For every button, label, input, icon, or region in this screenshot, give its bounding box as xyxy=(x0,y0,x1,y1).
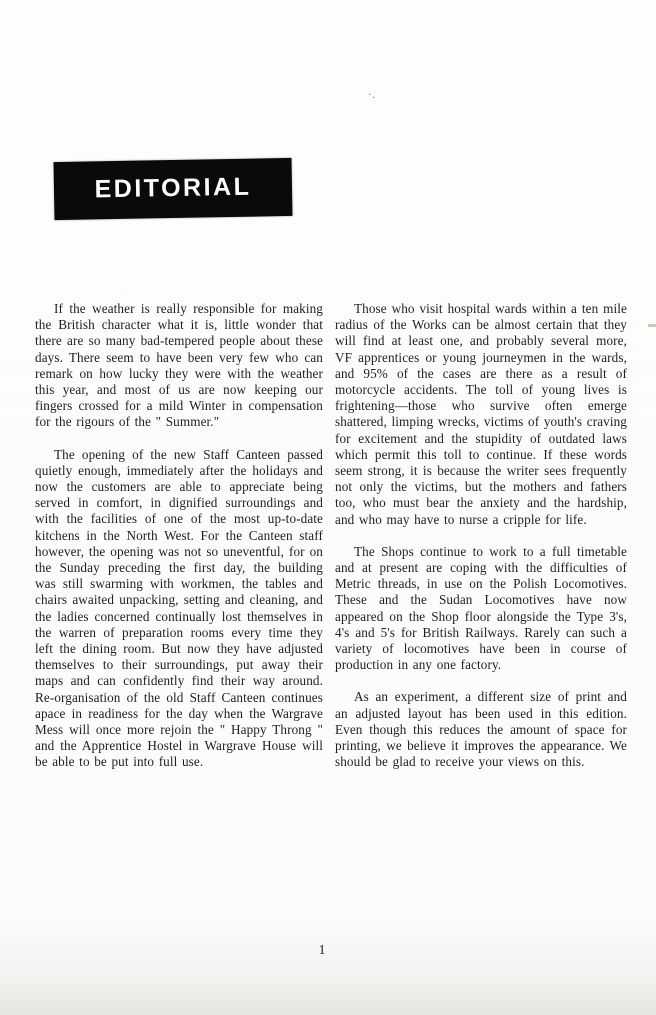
paragraph: As an experiment, a different size of print and an adjusted layout has been used in this edition. Even though this reduces the amount of space for printing, we believe it improves the appearance. We should be glad to receive your views on this. xyxy=(335,689,627,770)
paragraph: The opening of the new Staff Canteen passed quietly enough, immediately after the holidays and now the customers are able to appreciate being served in comfort, in dignified surroundings and with the facilities of one of the most up-to-date kitchens in the North West. For the Canteen staff however, the opening was not so uneventful, for on the Sunday preceding the first day, the building was still swarming with workmen, the tables and chairs awaited unpacking, setting and cleaning, and the ladies concerned continually lost themselves in the warren of preparation rooms every time they left the dining room. But now they have adjusted themselves to their surroundings, put away their maps and can confidently find their way around. Re-organisation of the old Staff Canteen continues apace in readiness for the day when the Wargrave Mess will once more rejoin the " Happy Throng " and the Apprentice Hostel in Wargrave House will be able to be put into full use. xyxy=(35,446,323,770)
page-number: 1 xyxy=(318,942,326,957)
scan-artifact-dash xyxy=(648,324,656,327)
paragraph: Those who visit hospital wards within a ten mile radius of the Works can be almost certain that they will find at least one, and probably several more, VF apprentices or young journeymen in the wards, and 95% of the cases are there as a result of motorcycle accidents. The toll of young lives is frightening—those who survive often emerge shattered, limping wrecks, victims of youth's craving for excitement and the stupidity of outdated laws which permit this toll to continue. If these words seem strong, it is because the writer sees frequently not only the victims, but the mothers and fathers too, who must bear the anxiety and the hardship, and who may have to nurse a cripple for life. xyxy=(335,301,627,527)
column-left xyxy=(35,301,323,771)
paragraph: If the weather is really responsible for making the British character what it is, little wonder that there are so many bad-tempered people about these days. There seem to have been very few who can remark on how lucky they were with the weather this year, and most of us are now keeping our fingers crossed for a mild Winter in compensation for the rigours of the " Summer." xyxy=(35,301,323,430)
scan-artifact-dot: ·. xyxy=(368,90,376,101)
editorial-title: EDITORIAL xyxy=(94,172,252,203)
column-right xyxy=(335,301,627,771)
editorial-header xyxy=(54,158,293,220)
article-columns xyxy=(35,301,627,771)
paragraph: The Shops continue to work to a full timetable and at present are coping with the difficulties of Metric threads, in use on the Polish Locomotives. These and the Sudan Locomotives have now appeared on the Shop floor alongside the Type 3's, 4's and 5's for British Railways. Rarely can such a variety of locomotives have been in course of production in any one factory. xyxy=(335,543,627,673)
